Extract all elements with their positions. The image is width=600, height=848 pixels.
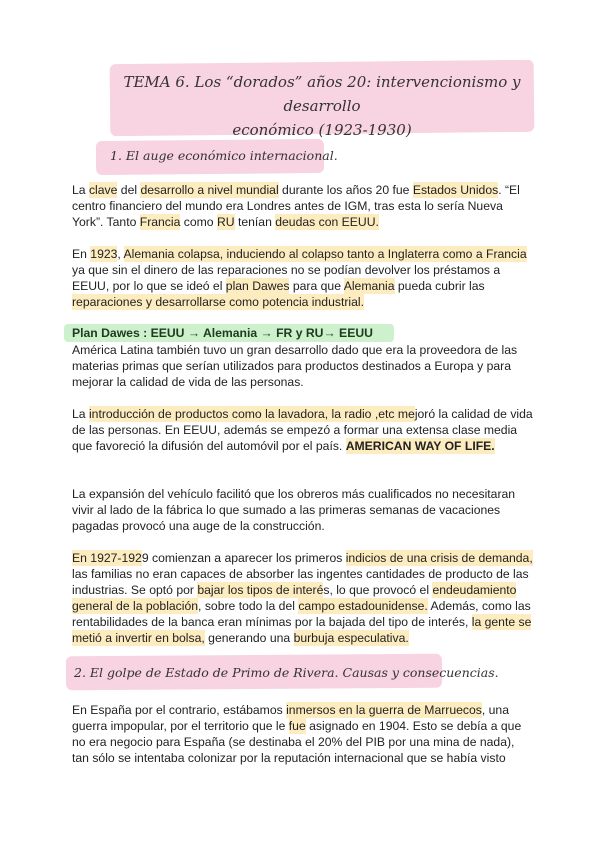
highlighted-text: 1927-192: [90, 551, 142, 565]
highlighted-text: 1923: [90, 247, 118, 261]
text-run: En España por el contrario, estábamos: [72, 703, 287, 717]
text-run: generando una: [204, 631, 294, 645]
plan-dawes-line: Plan Dawes : EEUU → Alemania → FR y RU→ EEUU: [72, 326, 373, 340]
paragraph-6: [72, 550, 534, 646]
highlighted-text: Francia: [139, 215, 181, 229]
text-run: La: [72, 183, 89, 197]
text-run: asignado en 1904. Esto se debía a que no era negocio para España (se destinaba el 20% del PIB por una mina de nada), tan sólo se intentaba colonizar por la reputación internacional que se había visto: [72, 719, 522, 765]
highlighted-text: indicios de una crisis de demanda,: [345, 551, 533, 565]
highlighted-text: fue: [288, 719, 306, 733]
text-run: pueda cubrir las: [394, 279, 485, 293]
highlighted-text: introducción de productos como la lavadora, la radio ,etc me: [88, 407, 415, 421]
highlighted-text: la gente se metió a invertir en bolsa,: [72, 615, 532, 645]
text-run: las familias no eran capaces de absorber las ingentes cantidades de producto de las industrias. Se optó por: [72, 567, 529, 597]
text-run: La: [72, 407, 89, 421]
highlighted-text: deudas con EEUU.: [275, 215, 379, 229]
paragraph-5: La expansión del vehículo facilitó que los obreros más cualificados no necesitaran vivir al lado de la fábrica lo que sumado a las primeras semanas de vacaciones pagadas provocó una auge de la construcción.: [72, 487, 516, 533]
text-run: joró la calidad de vida de las personas. En EEUU, además se empezó a formar una extensa clase media que favoreció la difusión del automóvil por el país.: [72, 407, 533, 453]
text-run: , una guerra impopular, por el territorio que le: [72, 703, 509, 733]
highlighted-text: Alemania colapsa, induciendo al colapso tanto a Inglaterra como a Francia: [123, 247, 527, 261]
paragraph-4: [72, 406, 534, 454]
text-run: ,: [117, 247, 124, 261]
text-run: para que: [289, 279, 344, 293]
text-run: En: [72, 247, 91, 261]
text-run: s, lo que provocó el: [323, 583, 433, 597]
text-run: como: [180, 215, 217, 229]
text-run: . “El centro financiero del mundo era Londres antes de IGM, tras esta lo sería Nueva York”. Tanto: [72, 183, 520, 229]
highlighted-text: bajar los tipos de interé: [197, 583, 324, 597]
highlighted-text: En: [72, 551, 91, 565]
paragraph-3: América Latina también tuvo un gran desarrollo dado que era la proveedora de las materias primas que serían utilizados para productos destinados a Europa y para mejorar la calidad de vida de las personas.: [72, 343, 518, 389]
highlighted-text: desarrollo a nivel mundial: [140, 183, 279, 197]
highlighted-text: burbuja especulativa.: [293, 631, 409, 645]
title-line-2: económico (1923-1930): [232, 121, 412, 139]
highlighted-text: campo estadounidense.: [298, 599, 428, 613]
section1-heading: 1. El auge económico internacional.: [110, 148, 338, 163]
paragraph-7: [72, 702, 534, 766]
text-run: 9 comienzan a aparecer los primeros: [141, 551, 346, 565]
text-run: durante los años 20 fue: [278, 183, 413, 197]
highlighted-text: endeudamiento general de la población: [72, 583, 517, 613]
text-run: , sobre todo la del: [198, 599, 299, 613]
highlighted-text: plan Dawes: [225, 279, 290, 293]
highlighted-text: clave: [88, 183, 118, 197]
text-run: Además, como las rentabilidades de la banca eran mínimas por la bajada del tipo de interés,: [72, 599, 531, 629]
highlighted-text: AMERICAN WAY OF LIFE.: [345, 439, 495, 453]
paragraph-2: [72, 246, 534, 310]
text-run: ya que sin el dinero de las reparaciones no se podían devolver los préstamos a EEUU, por lo que se ideó el: [72, 263, 501, 293]
highlighted-text: inmersos en la guerra de Marruecos: [286, 703, 482, 717]
section2-heading: 2. El golpe de Estado de Primo de Rivera. Causas y consecuencias.: [74, 665, 499, 680]
text-run: tenían: [234, 215, 276, 229]
text-run: del: [117, 183, 141, 197]
highlighted-text: RU: [216, 215, 235, 229]
highlighted-text: Estados Unidos: [412, 183, 499, 197]
title-line-1: TEMA 6. Los “dorados” años 20: intervencionismo y desarrollo: [123, 73, 521, 115]
paragraph-1: [72, 182, 534, 230]
highlighted-text: reparaciones y desarrollarse como potencia industrial.: [72, 295, 364, 309]
page-title: [110, 70, 534, 142]
highlighted-text: Alemania: [343, 279, 395, 293]
